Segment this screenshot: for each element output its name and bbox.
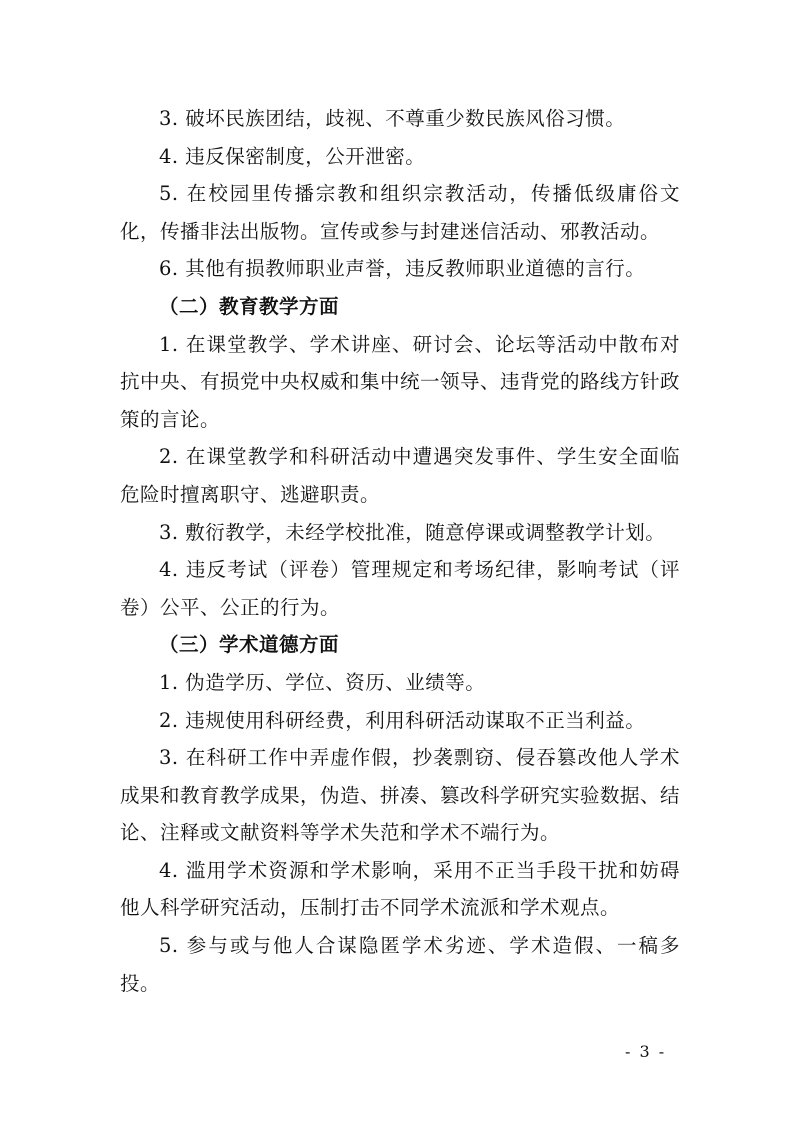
paragraph-item: 1. 在课堂教学、学术讲座、研讨会、论坛等活动中散布对抗中央、有损党中央权威和集中统一领导、违背党的路线方针政策的言论。 [120,332,681,431]
paragraph-item: 5. 在校园里传播宗教和组织宗教活动，传播低级庸俗文化，传播非法出版物。宣传或参与封建迷信活动、邪教活动。 [120,182,680,243]
paragraph-item: 4. 滥用学术资源和学术影响，采用不正当手段干扰和妨碍他人科学研究活动，压制打击不同学术流派和学术观点。 [120,858,680,920]
section-heading: （三）学术道德方面 [159,633,340,657]
paragraph-item: 6. 其他有损教师职业声誉，违反教师职业道德的言行。 [159,257,646,281]
section-heading: （二）教育教学方面 [159,294,340,318]
paragraph-item: 4. 违反保密制度，公开泄密。 [159,144,426,168]
document-body [120,100,680,1002]
paragraph-item: 2. 在课堂教学和科研活动中遭遇突发事件、学生安全面临危险时擅离职守、逃避职责。 [120,445,680,506]
paragraph-item: 3. 在科研工作中弄虚作假，抄袭剽窃、侵吞篡改他人学术成果和教育教学成果，伪造、拼凑、篡改科学研究实验数据、结论、注释或文献资料等学术失范和学术不端行为。 [120,746,681,845]
paragraph-item: 3. 敷衍教学，未经学校批准，随意停课或调整教学计划。 [159,520,666,544]
paragraph-item: 2. 违规使用科研经费，利用科研活动谋取不正当利益。 [159,708,646,732]
page-number: - 3 - [625,1042,667,1061]
paragraph-item: 1. 伪造学历、学位、资历、业绩等。 [159,670,486,694]
paragraph-item: 5. 参与或与他人合谋隐匿学术劣迹、学术造假、一稿多投。 [120,934,680,995]
paragraph-item: 3. 破坏民族团结，歧视、不尊重少数民族风俗习惯。 [159,107,626,130]
paragraph-item: 4. 违反考试（评卷）管理规定和考场纪律，影响考试（评卷）公平、公正的行为。 [120,558,680,619]
